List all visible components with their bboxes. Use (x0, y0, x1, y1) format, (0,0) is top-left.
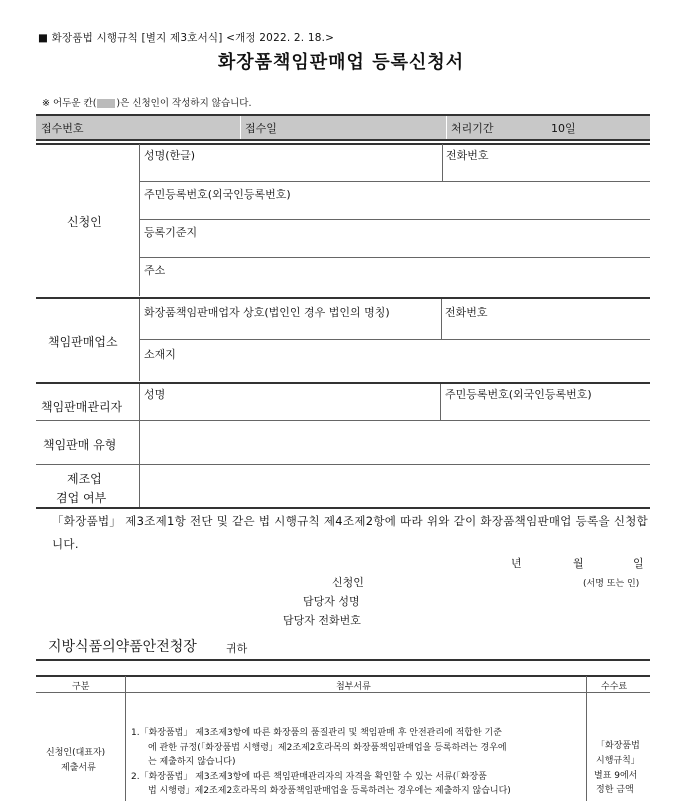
col-fee-header: 수수료 (601, 682, 628, 692)
shading-note (42, 95, 252, 109)
recipient-name: 지방식품의약품안전청장 (48, 639, 197, 655)
note-suffix: )은 신청인이 작성하지 않습니다. (116, 98, 252, 109)
contact-phone-label: 담당자 전화번호 (283, 614, 361, 627)
form-reference: ■ 화장품법 시행규칙 [별지 제3호서식] <개정 2022. 2. 18.> (38, 32, 335, 44)
declaration-text: 「화장품법」 제3조제1항 전단 및 같은 법 시행규칙 제4조제2항에 따라 위와 같이 화장품책임판매업 등록을 신청합니다. (52, 514, 649, 551)
manager-section-label: 책임판매관리자 (41, 400, 123, 414)
shaded-cell-sample (97, 99, 115, 108)
attachment-item-2-line-1: 2.「화장품법」 제3조제3항에 따른 책임판매관리자의 자격을 확인할 수 있는 서류(「화장품 (131, 772, 487, 782)
processing-days: 10일 (551, 122, 576, 135)
manufacturing-label-1: 제조업 (67, 472, 102, 486)
applicant-address-field[interactable]: 주소 (144, 264, 166, 277)
fee-line-1: 「화장품법 (596, 741, 640, 751)
date-day: 일 (633, 557, 644, 570)
applicant-base-date-field[interactable]: 등록기준지 (144, 226, 198, 239)
trade-name-label: 화장품책임판매업자 상호(법인인 경우 법인의 명칭) (144, 306, 390, 319)
manufacturing-label-2: 겸업 여부 (56, 491, 107, 505)
kind-line-2: 제출서류 (61, 763, 96, 773)
attachment-item-1-line-1: 1.「화장품법」 제3조제3항에 따른 화장품의 품질관리 및 책임판매 후 안전관리에 적합한 기준 (131, 728, 502, 738)
applicant-name-field[interactable]: 성명(한글) (144, 149, 196, 162)
page-title: 화장품책임판매업 등록신청서 (217, 52, 465, 73)
applicant-sign-label: 신청인 (332, 576, 364, 589)
attachment-item-2-line-2: 법 시행령」제2조제2호라목의 화장품책임판매업을 등록하려는 경우에는 제출하지 않습니다) (148, 786, 511, 796)
sign-hint: (서명 또는 인) (583, 579, 640, 589)
manager-rrn-field[interactable]: 주민등록번호(외국인등록번호) (445, 388, 592, 401)
receipt-number-label: 접수번호 (41, 122, 84, 135)
date-year: 년 (511, 557, 522, 570)
business-trade-name-field[interactable] (144, 304, 390, 320)
business-section-label: 책임판매업소 (48, 335, 118, 349)
sales-type-label: 책임판매 유형 (43, 438, 117, 452)
applicant-phone-field[interactable]: 전화번호 (446, 149, 489, 162)
date-month: 월 (573, 557, 584, 570)
contact-name-label: 담당자 성명 (303, 595, 360, 608)
fee-line-2: 시행규칙」 (596, 756, 640, 766)
applicant-rrn-field[interactable]: 주민등록번호(외국인등록번호) (144, 188, 291, 201)
note-prefix: ※ 어두운 칸( (42, 98, 97, 109)
applicant-section-label: 신청인 (67, 215, 102, 229)
fee-line-4: 정한 금액 (596, 785, 634, 795)
fee-line-3: 별표 9에서 (594, 771, 638, 781)
business-location-field[interactable]: 소재지 (144, 348, 176, 361)
kind-line-1: 신청인(대표자) (46, 748, 106, 758)
attachment-item-1-line-3: 는 제출하지 않습니다) (148, 757, 236, 767)
business-phone-field[interactable]: 전화번호 (445, 306, 488, 319)
manager-name-field[interactable]: 성명 (144, 388, 166, 401)
col-docs-header: 첨부서류 (336, 682, 371, 692)
col-kind-header: 구분 (72, 682, 90, 692)
recipient-suffix: 귀하 (226, 642, 248, 655)
receipt-date-label: 접수일 (245, 122, 277, 135)
attachment-item-1-line-2: 에 관한 규정(「화장품법 시행령」제2조제2호라목의 화장품책임판매업을 등록하려는 경우에 (148, 743, 507, 753)
processing-period-label: 처리기간 (451, 122, 494, 135)
